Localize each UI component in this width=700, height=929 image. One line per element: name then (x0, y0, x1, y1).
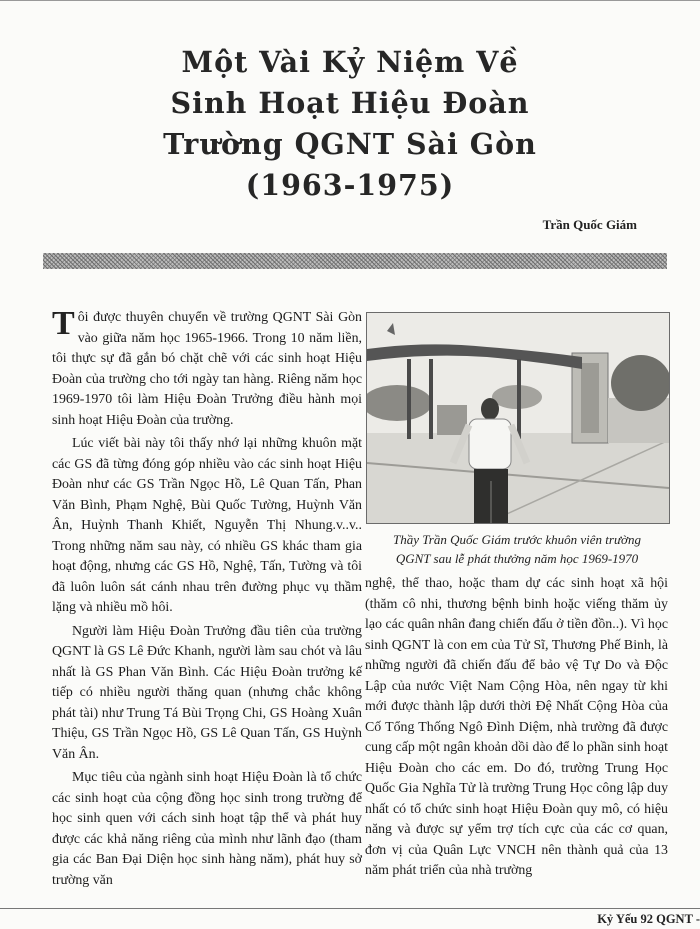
right-column (365, 574, 668, 885)
top-rule (0, 0, 700, 1)
paragraph-1-text: ôi được thuyên chuyển về trường QGNT Sài Gòn vào giữa năm học 1965-1966. Trong 10 năm liền, tôi thực sự đã gắn bó chặt chẽ với các sinh hoạt Hiệu Đoàn của trường cho tới ngày tan hàng. Riêng năm học 1969-1970 tôi làm Hiệu Đoàn Trưởng điều hành mọi sinh hoạt Hiệu Đoàn của trường. (52, 310, 362, 428)
bottom-rule (0, 908, 700, 909)
drop-cap: T (52, 305, 75, 342)
paragraph-3: Người làm Hiệu Đoàn Trưởng đầu tiên của trường QGNT là GS Lê Đức Khanh, người làm sau chót và lâu nhất là GS Phan Văn Bình. Các Hiệu Đoàn trưởng kế tiếp có nhiều người thăng quan (nhưng chắc không phát tài) như Trung Tá Bùi Trọng Chi, GS Hoàng Xuân Thiệu, GS Trần Ngọc Hồ, GS Lê Quan Tấn, GS Huỳnh Văn Ân. (52, 623, 362, 762)
title-line-1: Một Vài Kỷ Niệm Về (181, 45, 519, 79)
title-line-4: (1963-1975) (245, 168, 455, 202)
paragraph-4: Mục tiêu của ngành sinh hoạt Hiệu Đoàn là tổ chức các sinh hoạt của cộng đồng học sinh trong trường để học sinh quen với cách sinh hoạt tập thể và phát huy được các khả năng riêng của mình như lãnh đạo (tham gia các Ban Đại Diện học sinh hàng năm), phát huy sở trường văn (52, 770, 362, 888)
decorative-divider (43, 253, 667, 269)
title-line-3: Trường QGNT Sài Gòn (163, 127, 537, 161)
title-line-2: Sinh Hoạt Hiệu Đoàn (170, 86, 530, 120)
paragraph-2: Lúc viết bài này tôi thấy nhớ lại những khuôn mặt các GS đã từng đóng góp nhiều vào các sinh hoạt Hiệu Đoàn như các GS Trần Ngọc Hồ, Lê Quan Tấn, Phan Văn Bình, Phạm Nghệ, Bùi Quốc Tường, Huỳnh Văn Ân, Huỳnh Thanh Khiết, Nguyễn Thị Nhung.v..v.. Trong những năm sau này, có nhiều GS khác tham gia hoạt động, nhưng các GS Hồ, Nghệ, Tấn, Tường và tôi đã luôn luôn sát cánh nhau trên đường phục vụ thầm lặng và nhiều mồ hôi. (52, 436, 362, 615)
photo (366, 312, 670, 524)
article-title (0, 42, 700, 206)
photo-illustration (367, 313, 669, 523)
left-column (52, 305, 362, 894)
page-footer: Kỷ Yếu 92 QGNT - (597, 912, 700, 926)
paragraph-1 (52, 305, 362, 431)
photo-caption (366, 530, 668, 568)
caption-line-2: QGNT sau lễ phát thưởng năm học 1969-1970 (395, 551, 639, 566)
author-byline: Trần Quốc Giám (542, 217, 637, 232)
caption-line-1: Thầy Trần Quốc Giám trước khuôn viên trường (393, 532, 641, 547)
paragraph-5: nghệ, thể thao, hoặc tham dự các sinh hoạt xã hội (thăm cô nhi, thương bệnh binh hoặc viếng thăm ủy lạo các quân nhân đang chiến đấu ở tiền đồn..). Vì học sinh QGNT là con em của Tử Sĩ, Thương Phế Binh, là những người đã chiến đấu để bảo vệ Tự Do và Độc Lập của nước Việt Nam Cộng Hòa, nên ngay từ khi mới được thành lập dưới thời Đệ Nhất Cộng Hòa của Cố Tổng Thống Ngô Đình Diệm, nhà trường đã được cung cấp một ngân khoản dồi dào để lo phần sinh hoạt Hiệu Đoàn cho các em. Do đó, trường Trung Học Quốc Gia Nghĩa Tử là trường Trung Học công lập duy nhất có tổ chức sinh hoạt Hiệu Đoàn quy mô, có hiệu năng và được sự yểm trợ tích cực của các cơ quan, đơn vị của Quân Lực VNCH nên thành quả của 13 năm phát triển của nhà trường (365, 576, 669, 878)
